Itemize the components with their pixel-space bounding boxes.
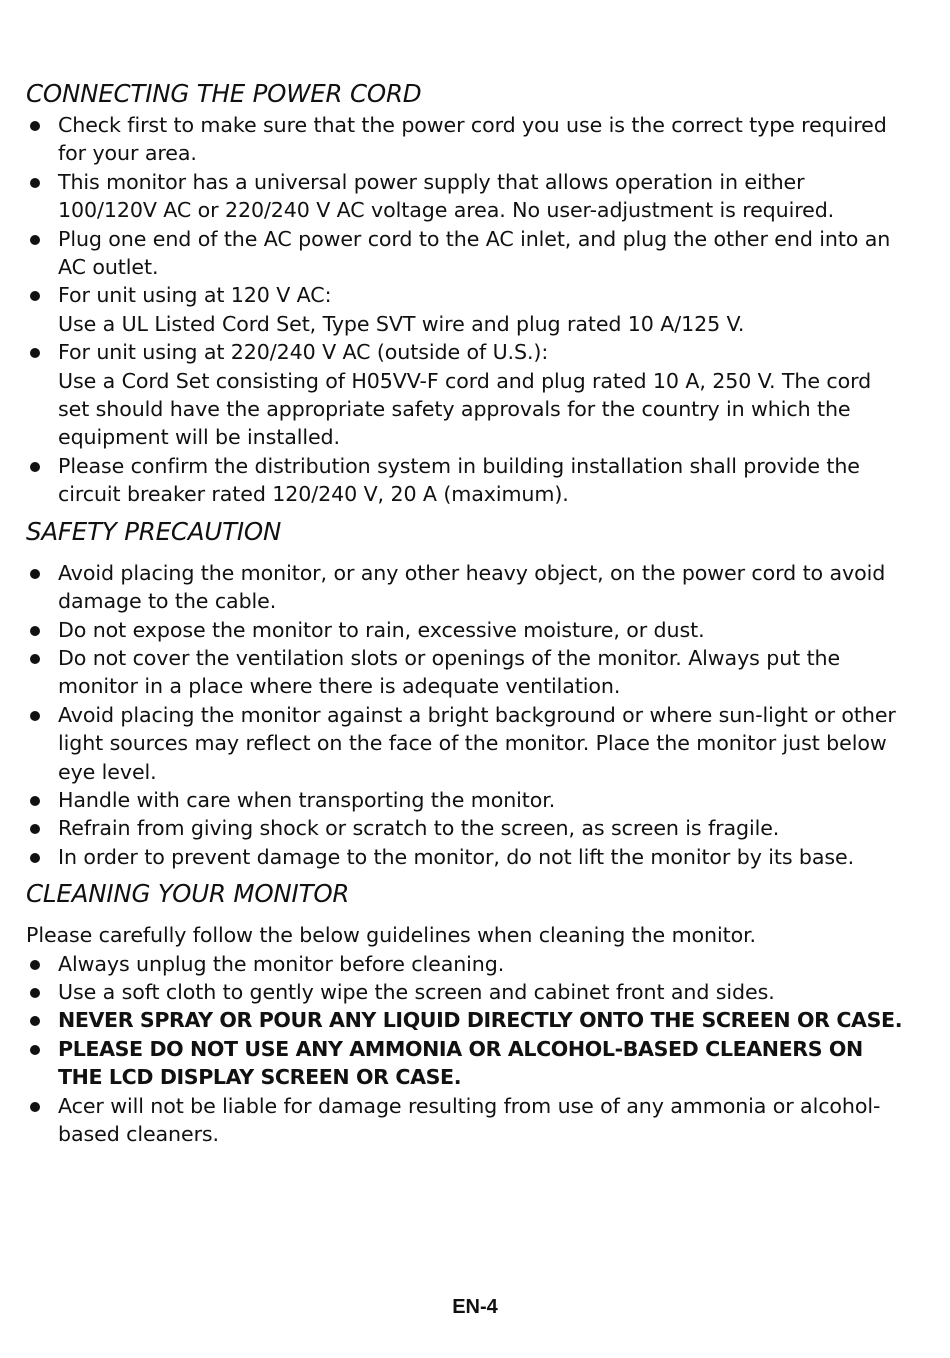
bullet-icon bbox=[30, 796, 40, 806]
list-item-text: Handle with care when transporting the monitor. bbox=[58, 787, 556, 812]
cleaning-intro: Please carefully follow the below guidelines when cleaning the monitor. bbox=[26, 923, 757, 948]
list-item-text: Do not expose the monitor to rain, excessive moisture, or dust. bbox=[58, 617, 705, 642]
list-item bbox=[26, 281, 906, 338]
list-item-text: Always unplug the monitor before cleaning. bbox=[58, 951, 505, 976]
bullet-icon bbox=[30, 235, 40, 245]
bullet-icon bbox=[30, 711, 40, 721]
list-item-text: Use a soft cloth to gently wipe the screen and cabinet front and sides. bbox=[58, 979, 775, 1004]
warning-text: PLEASE DO NOT USE ANY AMMONIA OR ALCOHOL-BASED CLEANERS ON THE LCD DISPLAY SCREEN OR CASE. bbox=[58, 1036, 863, 1090]
list-item-text: Avoid placing the monitor, or any other heavy object, on the power cord to avoid damage to the cable. bbox=[58, 560, 886, 614]
list-item-detail: Use a UL Listed Cord Set, Type SVT wire and plug rated 10 A/125 V. bbox=[58, 311, 745, 336]
list-item bbox=[26, 111, 906, 168]
document-page bbox=[26, 77, 906, 1148]
list-item bbox=[26, 644, 906, 701]
bullet-icon bbox=[30, 121, 40, 131]
list-item-text: Do not cover the ventilation slots or openings of the monitor. Always put the monitor in a place where there is adequate ventilation. bbox=[58, 645, 841, 699]
bullet-icon bbox=[30, 853, 40, 863]
list-item bbox=[26, 559, 906, 616]
list-item-text: In order to prevent damage to the monitor, do not lift the monitor by its base. bbox=[58, 844, 855, 869]
list-item-text: For unit using at 120 V AC: bbox=[58, 283, 332, 308]
warning-text: NEVER SPRAY OR POUR ANY LIQUID DIRECTLY ONTO THE SCREEN OR CASE. bbox=[58, 1008, 903, 1033]
list-item bbox=[26, 616, 906, 644]
list-item bbox=[26, 225, 906, 282]
list-item-text: For unit using at 220/240 V AC (outside of U.S.): bbox=[58, 340, 549, 365]
bullet-icon bbox=[30, 654, 40, 664]
list-item-text: Plug one end of the AC power cord to the AC inlet, and plug the other end into an AC outlet. bbox=[58, 226, 891, 280]
bullet-icon bbox=[30, 824, 40, 834]
list-item bbox=[26, 168, 906, 225]
bullet-list bbox=[26, 950, 906, 1149]
bullet-icon bbox=[30, 1045, 40, 1055]
power-cord-section bbox=[26, 77, 906, 509]
bullet-icon bbox=[30, 348, 40, 358]
list-item bbox=[26, 786, 906, 814]
cleaning-section bbox=[26, 877, 906, 1148]
bullet-icon bbox=[30, 960, 40, 970]
bullet-list bbox=[26, 559, 906, 871]
list-item bbox=[26, 338, 906, 452]
list-item-text: Avoid placing the monitor against a bright background or where sun-light or other light sources may reflect on the face of the monitor. Place the monitor just below eye level. bbox=[58, 702, 896, 784]
list-item bbox=[26, 978, 906, 1006]
list-item-text: Please confirm the distribution system in building installation shall provide the circuit breaker rated 120/240 V, 20 A (maximum). bbox=[58, 453, 860, 507]
warning-item bbox=[26, 1035, 906, 1092]
list-item-detail: Use a Cord Set consisting of H05VV-F cord and plug rated 10 A, 250 V. The cord set should have the appropriate safety approvals for the country in which the equipment will be installed. bbox=[58, 368, 872, 450]
list-item-text: This monitor has a universal power supply that allows operation in either 100/120V AC or 220/240 V AC voltage area. No user-adjustment is required. bbox=[58, 169, 835, 223]
bullet-icon bbox=[30, 988, 40, 998]
bullet-icon bbox=[30, 1102, 40, 1112]
bullet-list bbox=[26, 111, 906, 509]
list-item bbox=[26, 701, 906, 786]
page-number: EN-4 bbox=[452, 1296, 498, 1318]
section-heading: CONNECTING THE POWER CORD bbox=[26, 79, 422, 108]
bullet-icon bbox=[30, 462, 40, 472]
list-item bbox=[26, 843, 906, 871]
bullet-icon bbox=[30, 1016, 40, 1026]
list-item bbox=[26, 814, 906, 842]
safety-precaution-section bbox=[26, 515, 906, 871]
list-item bbox=[26, 452, 906, 509]
list-item-text: Refrain from giving shock or scratch to the screen, as screen is fragile. bbox=[58, 816, 780, 841]
bullet-icon bbox=[30, 178, 40, 188]
list-item bbox=[26, 1092, 906, 1149]
bullet-icon bbox=[30, 569, 40, 579]
section-heading: SAFETY PRECAUTION bbox=[26, 516, 282, 546]
bullet-icon bbox=[30, 626, 40, 636]
list-item-text: Acer will not be liable for damage resulting from use of any ammonia or alcohol-based cleaners. bbox=[58, 1093, 881, 1146]
list-item-text: Check first to make sure that the power cord you use is the correct type required for your area. bbox=[58, 113, 887, 166]
list-item bbox=[26, 950, 906, 978]
warning-item bbox=[26, 1006, 906, 1034]
bullet-icon bbox=[30, 291, 40, 301]
section-heading: CLEANING YOUR MONITOR bbox=[26, 879, 350, 909]
